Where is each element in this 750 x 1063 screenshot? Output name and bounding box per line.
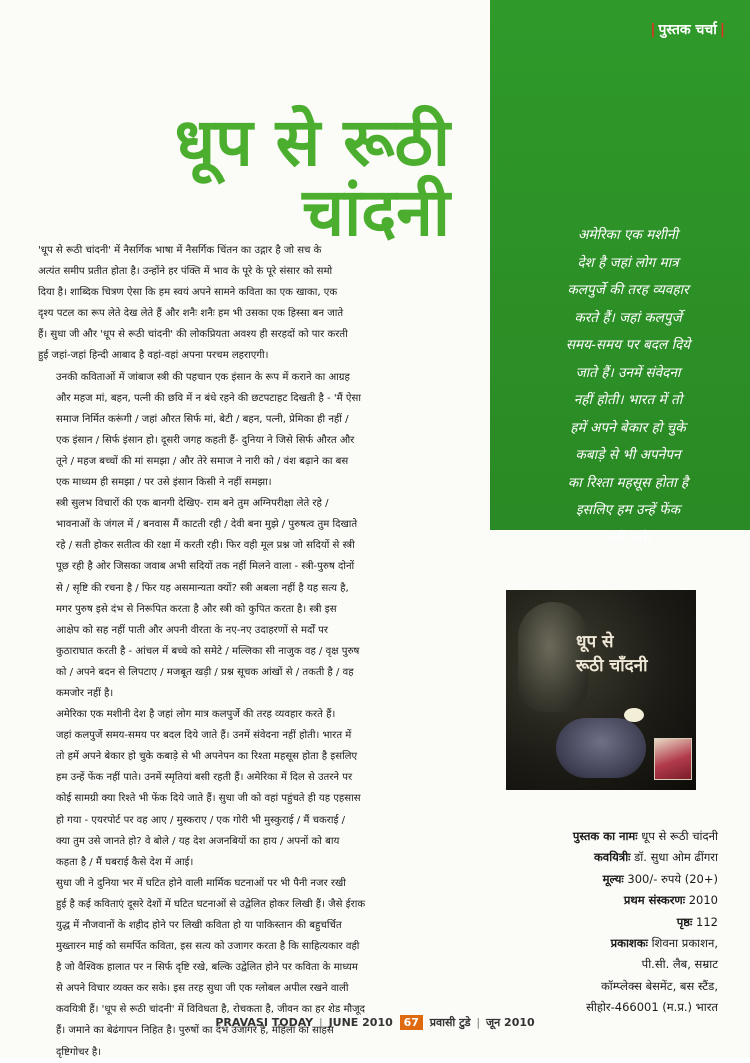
section-tag-label: पुस्तक चर्चा bbox=[658, 22, 717, 38]
body-line: स्त्री सुलभ विचारों की एक बानगी देखिए- राम बने तुम अग्निपरीक्षा लेते रहे / bbox=[56, 498, 329, 510]
body-line: एक इंसान / सिर्फ इंसान हो। दूसरी जगह कहती हैं- दुनिया ने जिसे सिर्फ औरत और bbox=[56, 434, 355, 446]
detail-row bbox=[496, 869, 718, 890]
detail-row bbox=[496, 912, 718, 933]
article-body bbox=[38, 240, 482, 1063]
detail-value: डॉ. सुधा ओम ढींगरा bbox=[634, 850, 718, 865]
book-cover-image bbox=[506, 590, 696, 790]
footer-magazine-hi: प्रवासी टुडे bbox=[429, 1016, 471, 1029]
detail-row bbox=[496, 826, 718, 847]
quote-line: कबाड़े से भी अपनेपन bbox=[575, 447, 681, 463]
quote-line: नहीं होती। भारत में तो bbox=[573, 392, 683, 408]
article-title bbox=[110, 104, 450, 251]
body-line: हैं। जमाने का बेढंगापन निहित है। पुरुषों का दंभ उजागर है, महिला का साहस bbox=[56, 1025, 334, 1037]
body-line: हो गया - एयरपोर्ट पर वह आए / मुस्कराए / एक गोरी भी मुस्कुराई / मैं चकराई / bbox=[56, 814, 346, 826]
body-paragraph bbox=[38, 873, 482, 1063]
body-line: कुठाराघात करती है - आंचल में बच्चे को समेटे / मल्लिका सी नाजुक वह / वृक्ष पुरुष bbox=[56, 645, 360, 657]
footer-date-hi: जून 2010 bbox=[485, 1016, 535, 1029]
body-paragraph bbox=[38, 704, 482, 873]
cover-title-line-2: रूठी चाँदनी bbox=[576, 656, 648, 676]
body-line: और महज मां, बहन, पत्नी की छवि में न बंधे रहने की छटपटाहट दिखती है - 'मैं ऐसा bbox=[56, 392, 361, 404]
body-line: सुधा जी ने दुनिया भर में घटित होने वाली मार्मिक घटनाओं पर भी पैनी नजर रखी bbox=[56, 877, 346, 889]
body-line: से / सृष्टि की रचना है / फिर यह असमान्यता क्यों? स्त्री अबला नहीं है यह सत्य है, bbox=[56, 582, 349, 594]
publisher-address-line: पी.सी. लैब, सम्राट bbox=[641, 957, 718, 972]
body-line: दृश्य पटल का रूप लेते देख लेते हैं और शनैः शनैः हम भी उसका एक हिस्सा बन जाते bbox=[38, 308, 344, 320]
cover-title-line-1: धूप से bbox=[576, 632, 614, 652]
quote-line: नहीं पाते। bbox=[604, 529, 652, 546]
footer-magazine: PRAVASI TODAY bbox=[215, 1016, 314, 1029]
body-line: रहे / सती होकर सतीत्व की रक्षा में करती रही। फिर वही मूल प्रश्न जो सदियों से स्त्री bbox=[56, 540, 355, 552]
publisher-address-line: सीहोर-466001 (म.प्र.) भारत bbox=[586, 1000, 718, 1015]
footer-page-number: 67 bbox=[400, 1015, 423, 1030]
body-line: उनकी कविताओं में जांबाज स्त्री की पहचान एक इंसान के रूप में कराने का आग्रह bbox=[56, 371, 350, 383]
quote-line: करते हैं। जहां कलपुर्जे bbox=[574, 309, 682, 326]
detail-label: कवयित्रीः bbox=[593, 850, 631, 865]
body-line: तूने / महज बच्चों की मां समझा / और तेरे समाज ने नारी को / वंश बढ़ाने का बस bbox=[56, 455, 349, 467]
detail-label: प्रकाशकः bbox=[610, 936, 648, 951]
title-line-1: धूप से रूठी bbox=[174, 104, 450, 181]
publisher-address-line: कॉम्प्लेक्स बेसमेंट, बस स्टैंड, bbox=[600, 978, 718, 993]
body-line: एक माध्यम ही समझा / पर उसे इंसान किसी ने नहीं समझा। bbox=[56, 477, 272, 489]
detail-row bbox=[496, 847, 718, 868]
cover-title bbox=[576, 630, 691, 678]
body-line: कोई सामग्री क्या रिश्ते भी फेंक दिये जाते हैं। सुधा जी को वहां पहुंचते ही यह एहसास bbox=[56, 793, 361, 805]
body-line: कहता है / मैं घबराई कैसे देश में आई। bbox=[56, 856, 194, 868]
pull-quote bbox=[528, 222, 728, 552]
body-line: मुख्तारन माई को समर्पित कविता, इस सत्य को उजागर करता है कि साहित्यकार वही bbox=[56, 941, 360, 953]
author-photo bbox=[654, 738, 692, 780]
body-line: को / अपने बदन से लिपटाए / मजबूत खड़ी / प्रश्न सूचक आंखों से / तकती है / वह bbox=[56, 666, 354, 678]
quote-line: अमेरिका एक मशीनी bbox=[577, 227, 679, 243]
body-line: अत्यंत समीप प्रतीत होता है। उन्होंने हर पंक्ति में भाव के पूरे के पूरे संसार को समो bbox=[38, 266, 333, 278]
detail-label: पुस्तक का नामः bbox=[572, 829, 638, 843]
quote-line: का रिश्ता महसूस होता है bbox=[567, 474, 689, 491]
body-line: जहां कलपुर्जे समय-समय पर बदल दिये जाते हैं। उनमें संवेदना नहीं होती। भारत में bbox=[56, 730, 352, 742]
body-line: तो हमें अपने बेकार हो चुके कबाड़े से भी अपनेपन का रिश्ता महसूस होता है इसलिए bbox=[56, 751, 358, 763]
body-line: हुई जहां-जहां हिन्दी आबाद है वहां-वहां अपना परचम लहराएगी। bbox=[38, 350, 269, 362]
body-line: पूछ रही है ओर जिसका जवाब अभी सदियों तक नहीं मिलने वाला - स्त्री-पुरुष दोनों bbox=[56, 561, 355, 573]
detail-value: धूप से रूठी चांदनी bbox=[641, 829, 718, 843]
quote-line: इसलिए हम उन्हें फेंक bbox=[575, 502, 681, 518]
body-line: हम उन्हें फेंक नहीं पाते। उनमें स्मृतियां बसी रहती हैं। अमेरिका में दिल से उतरने पर bbox=[56, 772, 353, 784]
detail-label: प्रथम संस्करणः bbox=[623, 893, 686, 908]
body-line: 'धूप से रूठी चांदनी' में नैसर्गिक भाषा में नैसर्गिक चिंतन का उद्गार है जो सच के bbox=[38, 245, 322, 256]
body-line: क्या तुम उसे जानते हो? वे बोले / यह देश अजनबियों का हाय / अपनों को बाय bbox=[56, 835, 340, 847]
title-line-2: चांदनी bbox=[302, 174, 450, 251]
body-line: दिया है। शाब्दिक चित्रण ऐसा कि हम स्वयं अपने सामने कविता का एक खाका, एक bbox=[38, 287, 338, 299]
body-line: कवयित्री हैं। 'धूप से रूठी चांदनी' में विविधता है, रोचकता है, जीवन का हर शेड मौजूद bbox=[56, 1004, 365, 1016]
book-details bbox=[496, 826, 718, 1019]
detail-label: पृष्ठः bbox=[676, 914, 693, 929]
detail-value: 112 bbox=[696, 914, 718, 929]
section-tag: | पुस्तक चर्चा | bbox=[650, 22, 725, 38]
quote-line: हमें अपने बेकार हो चुके bbox=[570, 419, 686, 436]
detail-value: शिवना प्रकाशन, bbox=[651, 936, 718, 951]
detail-value: 300/- रुपये (20+) bbox=[627, 871, 718, 886]
body-paragraph bbox=[38, 493, 482, 704]
body-line: हैं। सुधा जी और 'धूप से रूठी चांदनी' की लोकप्रियता अवश्य ही सरहदों को पार करती bbox=[38, 329, 348, 341]
body-line: कमजोर नहीं है। bbox=[56, 687, 114, 699]
body-line: आक्षेप को सह नहीं पाती और अपनी वीरता के नए-नए उदाहरणों से मर्दों पर bbox=[56, 624, 329, 636]
body-line: हुई है कई कविताएं दूसरे देशों में घटित घटनाओं से उद्वेलित होकर लिखी हैं। जैसे ईराक bbox=[56, 898, 366, 910]
cover-hand-illustration bbox=[556, 718, 646, 778]
footer-date-en: JUNE 2010 bbox=[328, 1016, 393, 1029]
body-line: भावनाओं के जंगल में / बनवास मैं काटती रही / देवी बना मुझे / पुरुषत्व तुम दिखाते bbox=[56, 519, 358, 531]
body-line: मगर पुरुष इसे दंभ से निरूपित करता है और स्त्री को कुपित करता है। स्त्री इस bbox=[56, 603, 337, 615]
body-line: दृष्टिगोचर है। bbox=[56, 1046, 102, 1058]
quote-line: देश है जहां लोग मात्र bbox=[577, 254, 679, 271]
cover-flower bbox=[624, 708, 644, 722]
quote-line: जाते हैं। उनमें संवेदना bbox=[575, 364, 681, 381]
quote-line: कलपुर्जे की तरह व्यवहार bbox=[567, 282, 689, 298]
page-footer: PRAVASI TODAY | JUNE 2010 67 प्रवासी टुडे | जून 2010 bbox=[215, 1016, 535, 1029]
body-line: से अपने विचार व्यक्त कर सके। इस तरह सुधा जी एक ग्लोबल अपील रखने वाली bbox=[56, 983, 349, 995]
body-paragraph bbox=[38, 367, 482, 494]
quote-line: समय-समय पर बदल दिये bbox=[565, 337, 691, 353]
body-paragraph bbox=[38, 240, 482, 367]
detail-label: मूल्यः bbox=[602, 871, 624, 886]
detail-value: 2010 bbox=[688, 893, 718, 908]
detail-row bbox=[496, 890, 718, 911]
body-line: है जो वैश्विक हालात पर न सिर्फ दृष्टि रखे, बल्कि उद्वेलित होने पर कविता के माध्यम bbox=[56, 962, 358, 974]
green-sidebar bbox=[490, 0, 750, 546]
body-line: समाज निर्मित करूंगी / जहां औरत सिर्फ मां, बेटी / बहन, पत्नी, प्रेमिका ही नहीं / bbox=[56, 413, 349, 425]
body-line: अमेरिका एक मशीनी देश है जहां लोग मात्र कलपुर्जे की तरह व्यवहार करते हैं। bbox=[56, 709, 336, 721]
body-line: युद्ध में नौजवानों के शहीद होने पर लिखी कविता हो या पाकिस्तान की बहुचर्चित bbox=[56, 920, 342, 931]
detail-row bbox=[496, 933, 718, 954]
